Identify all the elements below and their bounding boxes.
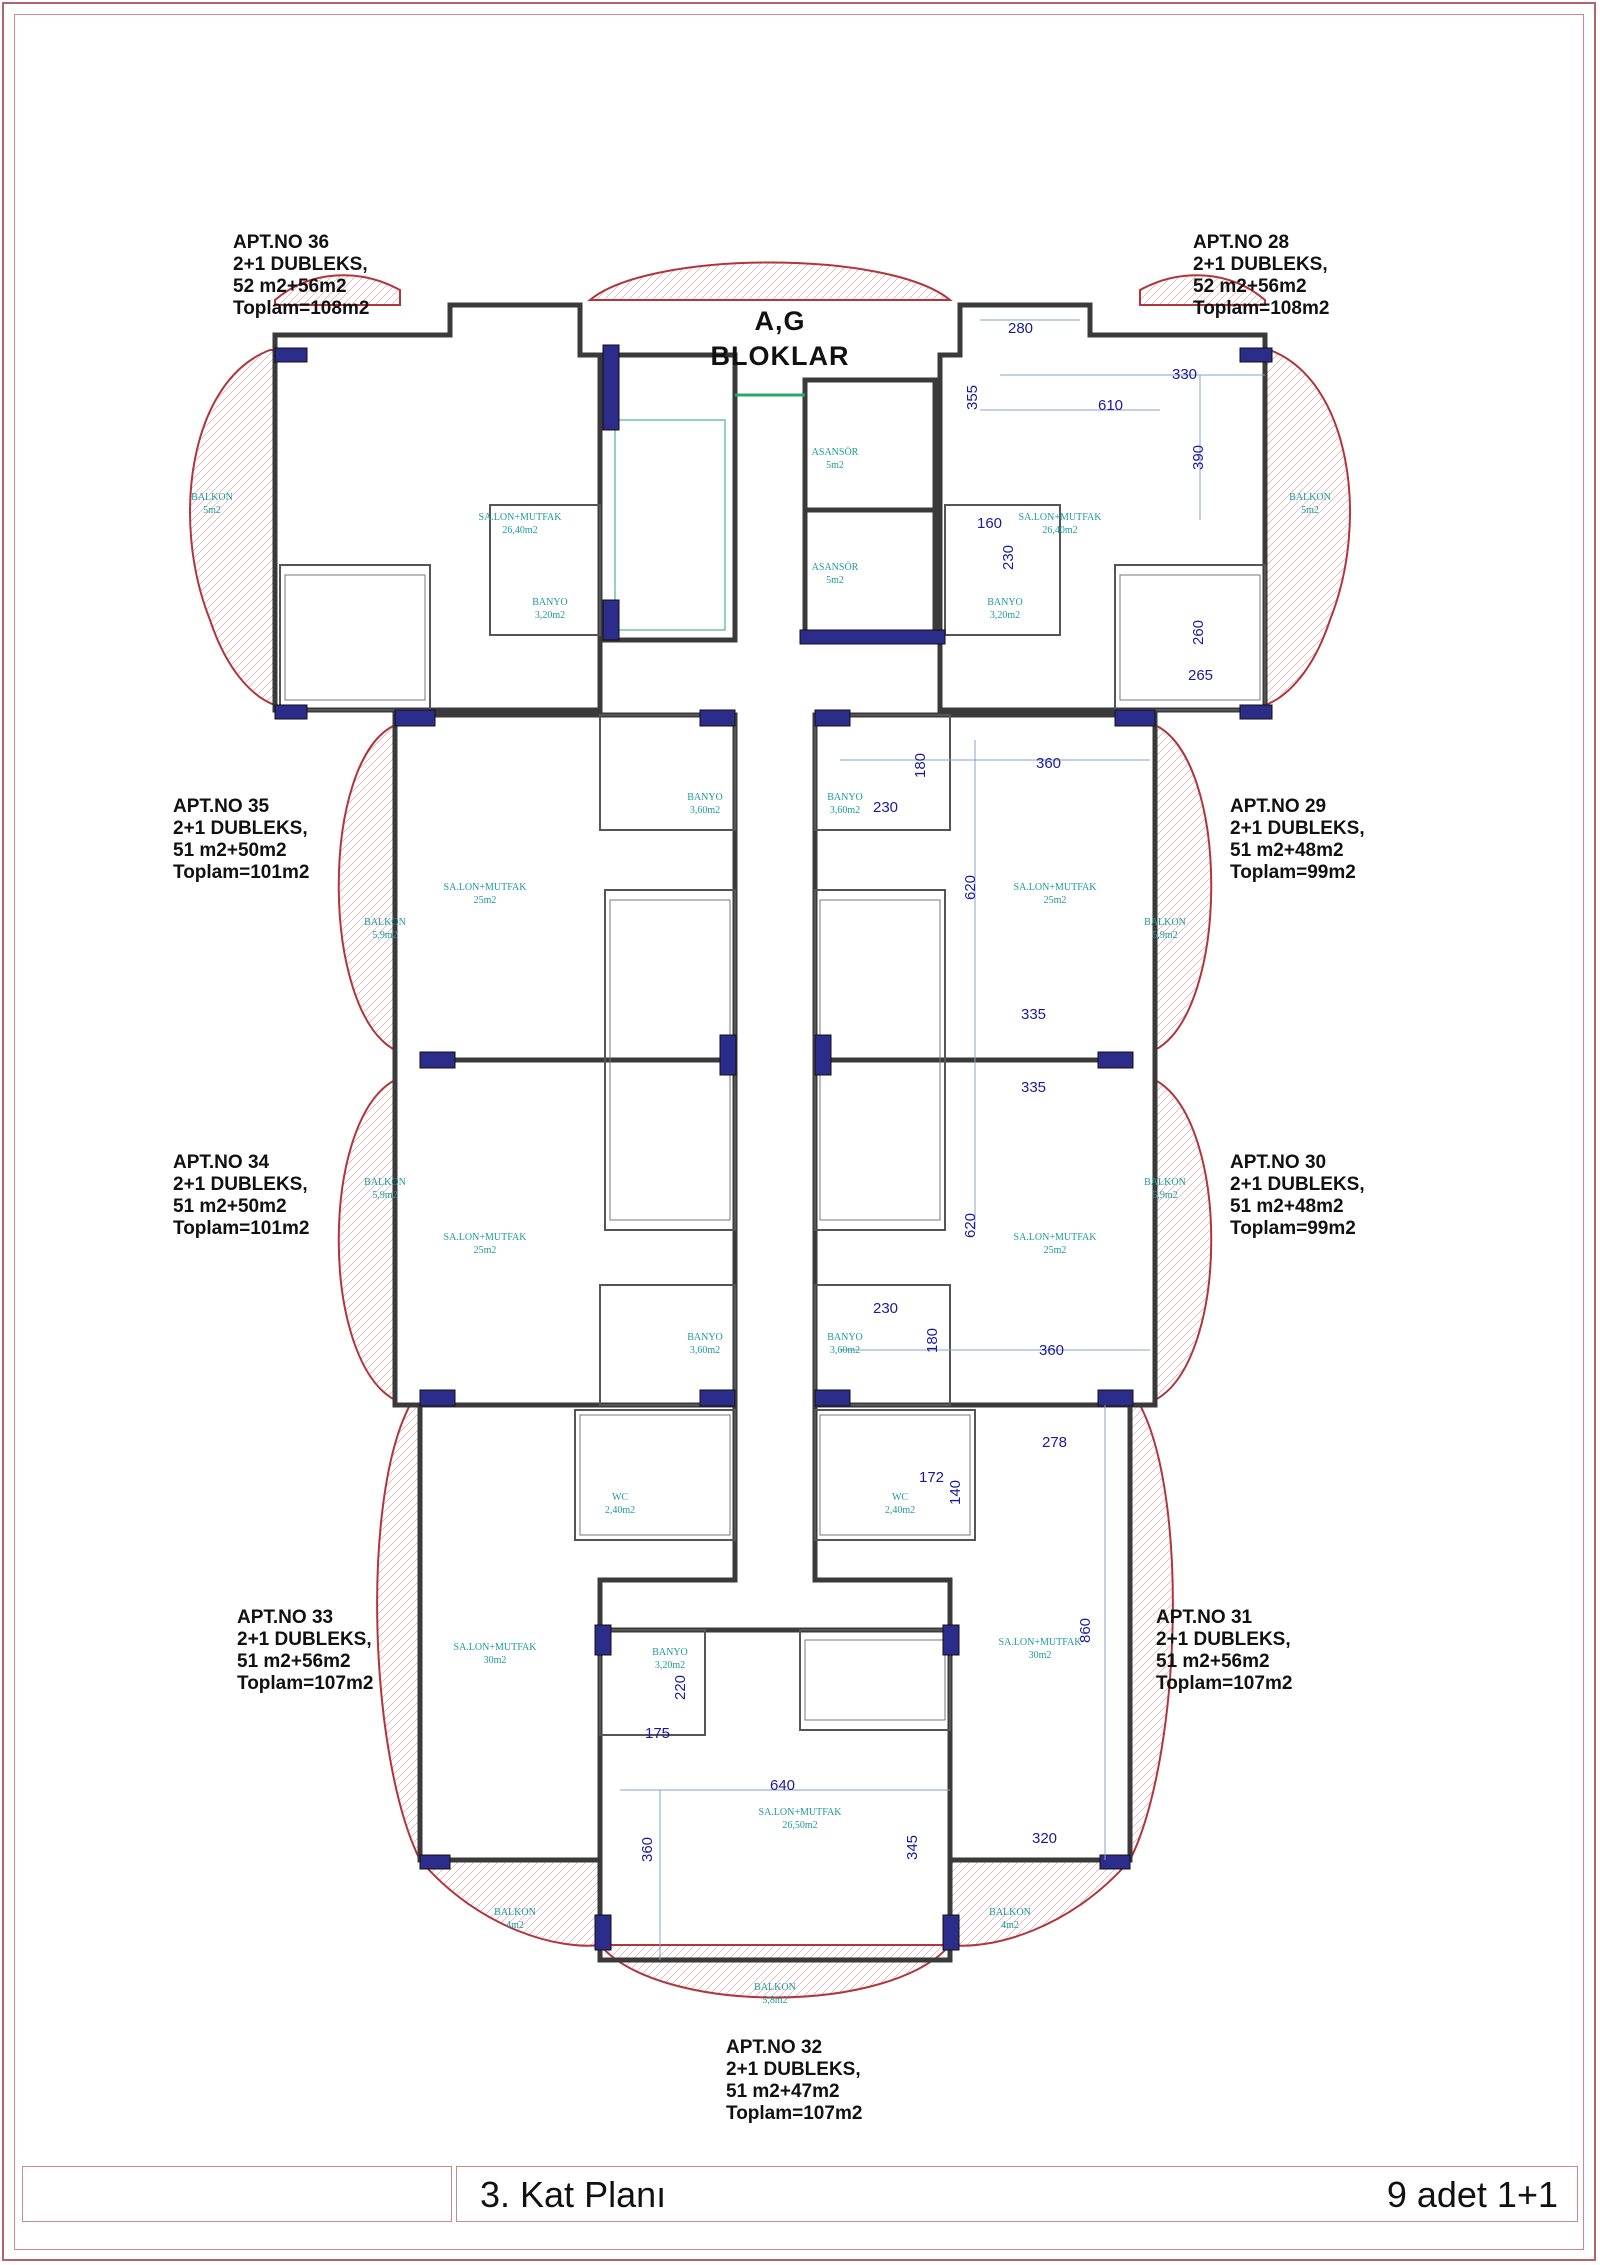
room-name: SA.LON+MUTFAK <box>1013 1232 1097 1243</box>
partitions <box>280 505 1265 1735</box>
wall-apt-32 <box>600 1630 950 1960</box>
dimension-label: 175 <box>645 1725 671 1742</box>
dimension-label: 355 <box>964 384 981 410</box>
room-area: 30m2 <box>483 1655 507 1666</box>
apt-type: 2+1 DUBLEKS, <box>1156 1629 1291 1650</box>
apt-total: Toplam=108m2 <box>1193 298 1330 319</box>
apt-29-label <box>1230 796 1365 884</box>
apt-34-label <box>173 1152 309 1240</box>
apt-no: APT.NO 33 <box>237 1607 334 1628</box>
balcony-top-center <box>590 263 950 301</box>
balcony-mid-left-1 <box>339 725 398 1050</box>
apt-area: 51 m2+48m2 <box>1230 1196 1344 1217</box>
room-area: 26,40m2 <box>502 525 538 536</box>
balcony-bottom-left <box>377 1405 600 1946</box>
room-area: 3,60m2 <box>829 1345 861 1356</box>
apt-type: 2+1 DUBLEKS, <box>1193 254 1328 275</box>
apt-total: Toplam=99m2 <box>1230 1218 1356 1239</box>
room-name: SA.LON+MUTFAK <box>1013 882 1097 893</box>
apt-no: APT.NO 28 <box>1193 232 1290 253</box>
apt-no: APT.NO 35 <box>173 796 270 817</box>
apt-no: APT.NO 30 <box>1230 1152 1327 1173</box>
balcony-mid-right-2 <box>1155 1080 1211 1400</box>
apt-32-label <box>726 2037 862 2125</box>
plan-label: 3. Kat Planı <box>480 2174 667 2215</box>
room-area: 5m2 <box>826 460 844 471</box>
apt-33-label <box>237 1607 373 1695</box>
apt-area: 52 m2+56m2 <box>1193 276 1307 297</box>
apt-36-label <box>233 232 369 320</box>
apt-area: 51 m2+50m2 <box>173 1196 287 1217</box>
dimension-label: 172 <box>919 1469 945 1486</box>
walls <box>275 305 1265 1960</box>
balconies <box>190 263 1350 1998</box>
room-area: 3,60m2 <box>689 1345 721 1356</box>
room-area: 25m2 <box>473 1245 497 1256</box>
apt-no: APT.NO 31 <box>1156 1607 1253 1628</box>
room-area: 25m2 <box>1043 1245 1067 1256</box>
apt-no: APT.NO 36 <box>233 232 330 253</box>
room-name: SA.LON+MUTFAK <box>998 1637 1082 1648</box>
apt-area: 51 m2+50m2 <box>173 840 287 861</box>
dimension-label: 610 <box>1098 397 1124 414</box>
dimension-label: 260 <box>1190 619 1207 645</box>
room-area: 25m2 <box>473 895 497 906</box>
apt-total: Toplam=99m2 <box>1230 862 1356 883</box>
apt-28-label <box>1193 232 1329 320</box>
room-area: 5,9m2 <box>1152 930 1178 941</box>
dimension-label: 345 <box>904 1834 921 1860</box>
room-area: 26,50m2 <box>782 1820 818 1831</box>
wall-core-stair <box>600 355 735 640</box>
room-name: BANYO <box>532 597 568 608</box>
room-area: 2,40m2 <box>884 1505 916 1516</box>
room-name: BANYO <box>827 792 863 803</box>
room-name: BALKON <box>1289 492 1331 503</box>
apt-30-label <box>1230 1152 1365 1240</box>
balcony-mid-right-1 <box>1155 725 1211 1050</box>
apt-31-label <box>1156 1607 1292 1695</box>
room-name: SA.LON+MUTFAK <box>758 1807 842 1818</box>
room-name: WC <box>891 1492 909 1503</box>
room-name: BALKON <box>754 1982 796 1993</box>
room-name: BANYO <box>687 1332 723 1343</box>
room-area: 5m2 <box>203 505 221 516</box>
room-area: 30m2 <box>1028 1650 1052 1661</box>
apt-area: 51 m2+48m2 <box>1230 840 1344 861</box>
dimension-label: 220 <box>672 1674 689 1700</box>
apt-type: 2+1 DUBLEKS, <box>726 2059 861 2080</box>
dimension-label: 320 <box>1032 1830 1058 1847</box>
room-area: 4m2 <box>1001 1920 1019 1931</box>
dimension-label: 360 <box>639 1836 656 1862</box>
room-name: BANYO <box>987 597 1023 608</box>
room-name: BANYO <box>687 792 723 803</box>
room-name: BALKON <box>191 492 233 503</box>
apt-area: 52 m2+56m2 <box>233 276 347 297</box>
dimension-label: 180 <box>924 1327 941 1353</box>
apt-total: Toplam=101m2 <box>173 862 310 883</box>
room-area: 3,20m2 <box>654 1660 686 1671</box>
room-area: 5,9m2 <box>372 1190 398 1201</box>
room-name: BALKON <box>1144 917 1186 928</box>
dimension-label: 620 <box>962 1212 979 1238</box>
balcony-bottom-right <box>950 1405 1173 1946</box>
balcony-mid-left-2 <box>339 1080 398 1400</box>
room-area: 3,60m2 <box>689 805 721 816</box>
dimension-label: 280 <box>1008 320 1034 337</box>
room-area: 3,20m2 <box>534 610 566 621</box>
room-name: BALKON <box>989 1907 1031 1918</box>
apt-area: 51 m2+56m2 <box>1156 1651 1270 1672</box>
room-name: SA.LON+MUTFAK <box>478 512 562 523</box>
room-area: 5m2 <box>826 575 844 586</box>
dimension-label: 360 <box>1039 1342 1065 1359</box>
title-block <box>22 2166 1578 2226</box>
balcony-top-right <box>1265 350 1350 705</box>
dimension-label: 360 <box>1036 755 1062 772</box>
room-name: SA.LON+MUTFAK <box>443 1232 527 1243</box>
block-title <box>700 304 860 374</box>
apt-total: Toplam=107m2 <box>1156 1673 1293 1694</box>
apt-35-label <box>173 796 309 884</box>
room-name: BALKON <box>1144 1177 1186 1188</box>
room-area: 5,8m2 <box>762 1995 788 2006</box>
room-area: 3,20m2 <box>989 610 1021 621</box>
apt-area: 51 m2+47m2 <box>726 2081 840 2102</box>
block-title-line1: A,G <box>754 306 806 336</box>
dimension-label: 640 <box>770 1777 796 1794</box>
dimension-label: 140 <box>947 1479 964 1505</box>
dimension-label: 335 <box>1021 1079 1047 1096</box>
room-name: SA.LON+MUTFAK <box>453 1642 537 1653</box>
dimension-label: 620 <box>962 874 979 900</box>
dimension-label: 230 <box>873 1300 899 1317</box>
room-area: 25m2 <box>1043 895 1067 906</box>
dimension-label: 160 <box>977 515 1003 532</box>
room-name: ASANSÖR <box>811 447 859 458</box>
room-area: 26,40m2 <box>1042 525 1078 536</box>
room-name: ASANSÖR <box>811 562 859 573</box>
block-title-line2: BLOKLAR <box>710 341 850 371</box>
room-name: BALKON <box>494 1907 536 1918</box>
apt-type: 2+1 DUBLEKS, <box>233 254 368 275</box>
room-name: BALKON <box>364 1177 406 1188</box>
room-name: SA.LON+MUTFAK <box>443 882 527 893</box>
apt-no: APT.NO 34 <box>173 1152 270 1173</box>
room-area: 5,9m2 <box>1152 1190 1178 1201</box>
room-area: 5m2 <box>1301 505 1319 516</box>
dimension-label: 230 <box>1000 544 1017 570</box>
dimension-label: 390 <box>1190 444 1207 470</box>
dimension-label: 265 <box>1188 667 1214 684</box>
apt-no: APT.NO 32 <box>726 2037 823 2058</box>
wall-apt-28 <box>940 305 1265 710</box>
dimension-label: 330 <box>1172 366 1198 383</box>
dimension-label: 230 <box>873 799 899 816</box>
apt-total: Toplam=101m2 <box>173 1218 310 1239</box>
room-area: 2,40m2 <box>604 1505 636 1516</box>
dimension-label: 278 <box>1042 1434 1068 1451</box>
room-name: SA.LON+MUTFAK <box>1018 512 1102 523</box>
unit-count: 9 adet 1+1 <box>1386 2174 1558 2215</box>
apt-total: Toplam=107m2 <box>726 2103 863 2124</box>
dimension-label: 180 <box>912 752 929 778</box>
room-name: BANYO <box>827 1332 863 1343</box>
room-name: WC <box>611 1492 629 1503</box>
apt-type: 2+1 DUBLEKS, <box>1230 1174 1365 1195</box>
dimension-label: 860 <box>1077 1617 1094 1643</box>
apt-type: 2+1 DUBLEKS, <box>1230 818 1365 839</box>
wall-apt-36 <box>275 305 600 710</box>
apt-no: APT.NO 29 <box>1230 796 1327 817</box>
dimension-label: 335 <box>1021 1006 1047 1023</box>
title-block-logo-cell <box>22 2166 452 2222</box>
room-area: 4m2 <box>506 1920 524 1931</box>
balcony-top-left <box>190 350 275 705</box>
apt-total: Toplam=108m2 <box>233 298 370 319</box>
room-name: BANYO <box>652 1647 688 1658</box>
room-area: 5,9m2 <box>372 930 398 941</box>
stairs <box>285 420 1260 1720</box>
apt-area: 51 m2+56m2 <box>237 1651 351 1672</box>
apt-type: 2+1 DUBLEKS, <box>173 818 308 839</box>
apt-type: 2+1 DUBLEKS, <box>173 1174 308 1195</box>
apt-total: Toplam=107m2 <box>237 1673 374 1694</box>
apt-type: 2+1 DUBLEKS, <box>237 1629 372 1650</box>
room-name: BALKON <box>364 917 406 928</box>
room-area: 3,60m2 <box>829 805 861 816</box>
